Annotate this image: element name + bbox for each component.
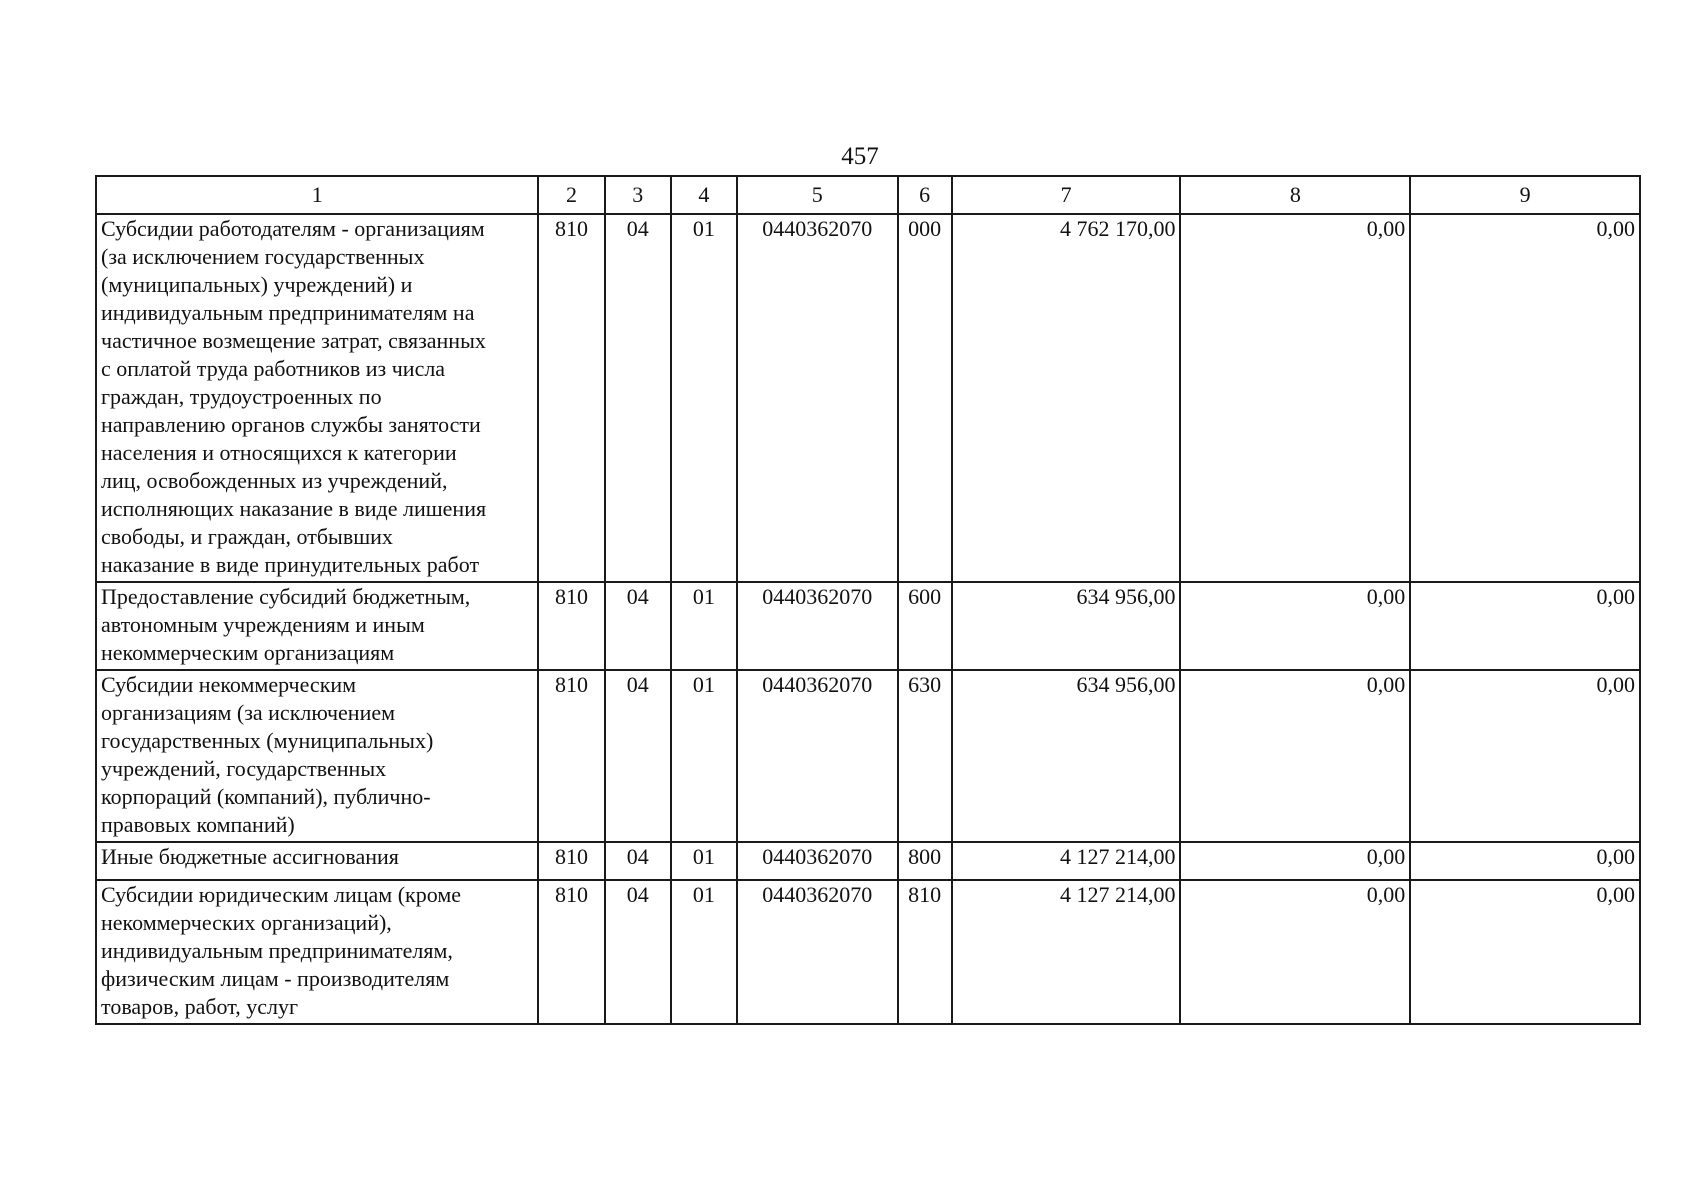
header-row	[96, 176, 1640, 214]
section-code-cell: 04	[605, 880, 671, 1024]
expense-type-code-cell: 800	[898, 842, 952, 880]
page-number: 457	[841, 143, 879, 170]
table-row	[96, 670, 1640, 842]
column-header: 2	[538, 176, 604, 214]
column-header: 3	[605, 176, 671, 214]
table-row	[96, 582, 1640, 670]
section-code-cell: 04	[605, 214, 671, 582]
subsection-code-cell: 01	[671, 842, 737, 880]
target-article-code-cell: 0440362070	[737, 880, 898, 1024]
amount-cell-col9: 0,00	[1410, 214, 1640, 582]
amount-cell-col8: 0,00	[1180, 214, 1410, 582]
table-row	[96, 842, 1640, 880]
subsection-code-cell: 01	[671, 670, 737, 842]
amount-cell-col8: 0,00	[1180, 582, 1410, 670]
ministry-code-cell: 810	[538, 670, 604, 842]
ministry-code-cell: 810	[538, 842, 604, 880]
expense-type-code-cell: 630	[898, 670, 952, 842]
amount-cell-col8: 0,00	[1180, 670, 1410, 842]
amount-cell-col7: 634 956,00	[952, 670, 1181, 842]
column-header: 1	[96, 176, 538, 214]
subsection-code-cell: 01	[671, 582, 737, 670]
amount-cell-col8: 0,00	[1180, 842, 1410, 880]
column-header: 8	[1180, 176, 1410, 214]
column-header: 5	[737, 176, 898, 214]
amount-cell-col9: 0,00	[1410, 670, 1640, 842]
ministry-code-cell: 810	[538, 880, 604, 1024]
amount-cell-col9: 0,00	[1410, 842, 1640, 880]
target-article-code-cell: 0440362070	[737, 842, 898, 880]
ministry-code-cell: 810	[538, 214, 604, 582]
column-header: 4	[671, 176, 737, 214]
expense-type-code-cell: 600	[898, 582, 952, 670]
column-header: 9	[1410, 176, 1640, 214]
table-row	[96, 880, 1640, 1024]
ministry-code-cell: 810	[538, 582, 604, 670]
column-header: 7	[952, 176, 1181, 214]
amount-cell-col7: 4 127 214,00	[952, 842, 1181, 880]
subsection-code-cell: 01	[671, 214, 737, 582]
table-row	[96, 214, 1640, 582]
budget-table	[95, 175, 1641, 1025]
target-article-code-cell: 0440362070	[737, 670, 898, 842]
row-name-cell: Иные бюджетные ассигнования	[96, 842, 538, 880]
amount-cell-col7: 4 762 170,00	[952, 214, 1181, 582]
subsection-code-cell: 01	[671, 880, 737, 1024]
target-article-code-cell: 0440362070	[737, 582, 898, 670]
target-article-code-cell: 0440362070	[737, 214, 898, 582]
amount-cell-col9: 0,00	[1410, 582, 1640, 670]
row-name-cell: Предоставление субсидий бюджетным, автономным учреждениям и иным некоммерческим организациям	[96, 582, 538, 670]
section-code-cell: 04	[605, 670, 671, 842]
row-name-cell: Субсидии работодателям - организациям (за исключением государственных (муниципальных) учреждений) и индивидуальным предпринимателям на частичное возмещение затрат, связанных с оплатой труда работников из числа граждан, трудоустроенных по направлению органов службы занятости населения и относящихся к категории лиц, освобожденных из учреждений, исполняющих наказание в виде лишения свободы, и граждан, отбывших наказание в виде принудительных работ	[96, 214, 538, 582]
row-name-cell: Субсидии некоммерческим организациям (за исключением государственных (муниципальных) учреждений, государственных корпораций (компаний), публично- правовых компаний)	[96, 670, 538, 842]
amount-cell-col7: 634 956,00	[952, 582, 1181, 670]
amount-cell-col7: 4 127 214,00	[952, 880, 1181, 1024]
expense-type-code-cell: 810	[898, 880, 952, 1024]
expense-type-code-cell: 000	[898, 214, 952, 582]
section-code-cell: 04	[605, 582, 671, 670]
section-code-cell: 04	[605, 842, 671, 880]
column-header: 6	[898, 176, 952, 214]
row-name-cell: Субсидии юридическим лицам (кроме некоммерческих организаций), индивидуальным предпринимателям, физическим лицам - производителям товаров, работ, услуг	[96, 880, 538, 1024]
amount-cell-col9: 0,00	[1410, 880, 1640, 1024]
amount-cell-col8: 0,00	[1180, 880, 1410, 1024]
